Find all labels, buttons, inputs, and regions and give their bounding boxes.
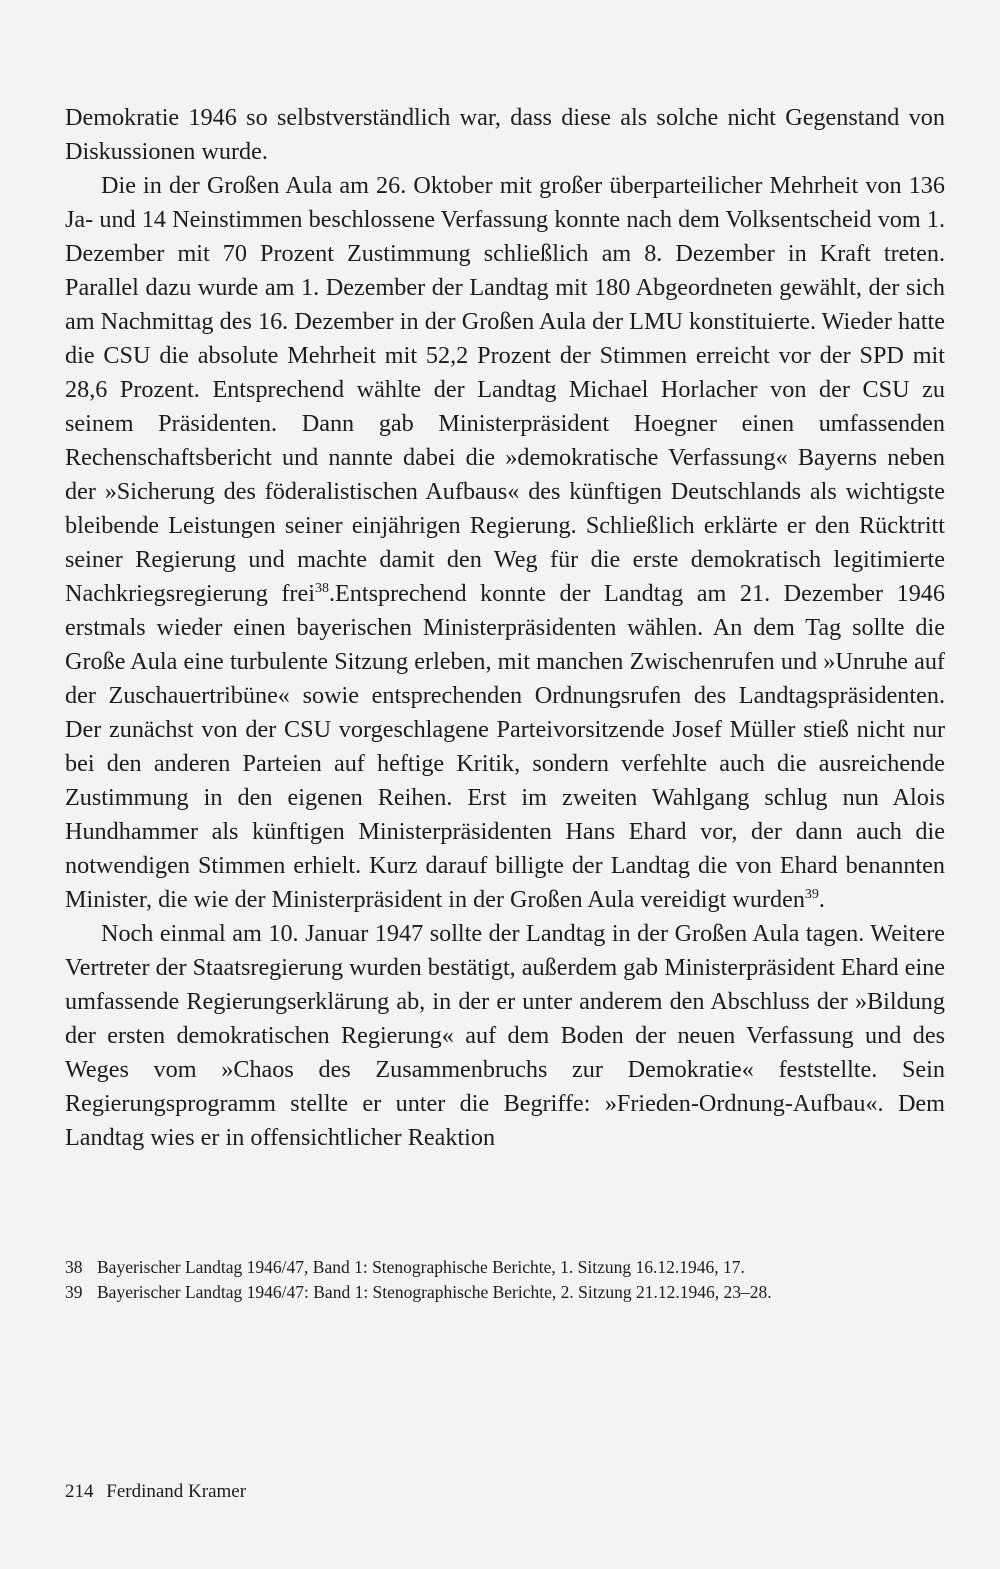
footnote-reference: 38: [314, 581, 329, 596]
paragraph-text: Demokratie 1946 so selbstverständlich war, dass diese als solche nicht Gegenstand von Diskussionen wurde.: [65, 104, 945, 165]
paragraph-text: Die in der Großen Aula am 26. Oktober mit großer überparteilicher Mehrheit von 136 Ja- und 14 Neinstimmen beschlossene Verfassung konnte nach dem Volksentscheid vom 1. Dezember mit 70 Prozent Zustimmung schließlich am 8. Dezember in Kraft treten. Parallel dazu wurde am 1. Dezember der Landtag mit 180 Abgeordneten gewählt, der sich am Nachmittag des 16. Dezember in der Großen Aula der LMU konstituierte. Wieder hatte die CSU die absolute Mehrheit mit 52,2 Prozent der Stimmen erreicht vor der SPD mit 28,6 Prozent. Entsprechend wählte der Landtag Michael Horlacher von der CSU zu seinem Präsidenten. Dann gab Ministerpräsident Hoegner einen umfassenden Rechenschaftsbericht und nannte dabei die »demokratische Verfassung« Bayerns neben der »Sicherung des föderalistischen Aufbaus« des künftigen Deutschlands als wichtigste bleibende Leistungen seiner einjährigen Regierung. Schließlich erklärte er den Rücktritt seiner Regierung und machte damit den Weg für die erste demokratisch legitimierte Nachkriegsregierung frei: [65, 172, 945, 607]
footnote: [65, 1280, 945, 1305]
footnote-text: Bayerischer Landtag 1946/47: Band 1: Stenographische Berichte, 2. Sitzung 21.12.1946, 23–28.: [97, 1282, 772, 1302]
paragraph: [65, 169, 945, 917]
paragraph-text: .Entsprechend konnte der Landtag am 21. Dezember 1946 erstmals wieder einen bayerischen Ministerpräsidenten wählen. An dem Tag sollte die Große Aula eine turbulente Sitzung erleben, mit manchen Zwischenrufen und »Unruhe auf der Zuschauertribüne« sowie entsprechenden Ordnungsrufen des Landtagspräsidenten. Der zunächst von der CSU vorgeschlagene Parteivorsitzende Josef Müller stieß nicht nur bei den anderen Parteien auf heftige Kritik, sondern verfehlte auch die ausreichende Zustimmung in den eigenen Reihen. Erst im zweiten Wahlgang schlug nun Alois Hundhammer als künftigen Ministerpräsidenten Hans Ehard vor, der dann auch die notwendigen Stimmen erhielt. Kurz darauf billigte der Landtag die von Ehard benannten Minister, die wie der Ministerpräsident in der Großen Aula vereidigt wurden: [65, 580, 945, 913]
footnote-reference: 39: [804, 887, 819, 902]
paragraph: [65, 101, 945, 169]
footnote-number: 38: [65, 1257, 83, 1277]
page-footer: [65, 1480, 246, 1504]
footnotes: [65, 1255, 945, 1305]
body-text: [65, 101, 945, 1155]
paragraph-text: Noch einmal am 10. Januar 1947 sollte der Landtag in der Großen Aula tagen. Weitere Vertreter der Staatsregierung wurden bestätigt, außerdem gab Ministerpräsident Ehard eine umfassende Regierungserklärung ab, in der er unter anderem den Abschluss der »Bildung der ersten demokratischen Regierung« auf dem Boden der neuen Verfassung und des Weges vom »Chaos des Zusammenbruchs zur Demokratie« feststellte. Sein Regierungsprogramm stellte er unter die Begriffe: »Frieden-Ordnung-Aufbau«. Dem Landtag wies er in offensichtlicher Reaktion: [65, 920, 945, 1151]
footnote: [65, 1255, 945, 1280]
paragraph: [65, 917, 945, 1155]
running-author: Ferdinand Kramer: [106, 1481, 247, 1502]
footnote-text: Bayerischer Landtag 1946/47, Band 1: Stenographische Berichte, 1. Sitzung 16.12.1946, 17.: [97, 1257, 745, 1277]
footnote-number: 39: [65, 1282, 83, 1302]
paragraph-text: .: [818, 886, 825, 913]
page-number: 214: [65, 1481, 94, 1502]
